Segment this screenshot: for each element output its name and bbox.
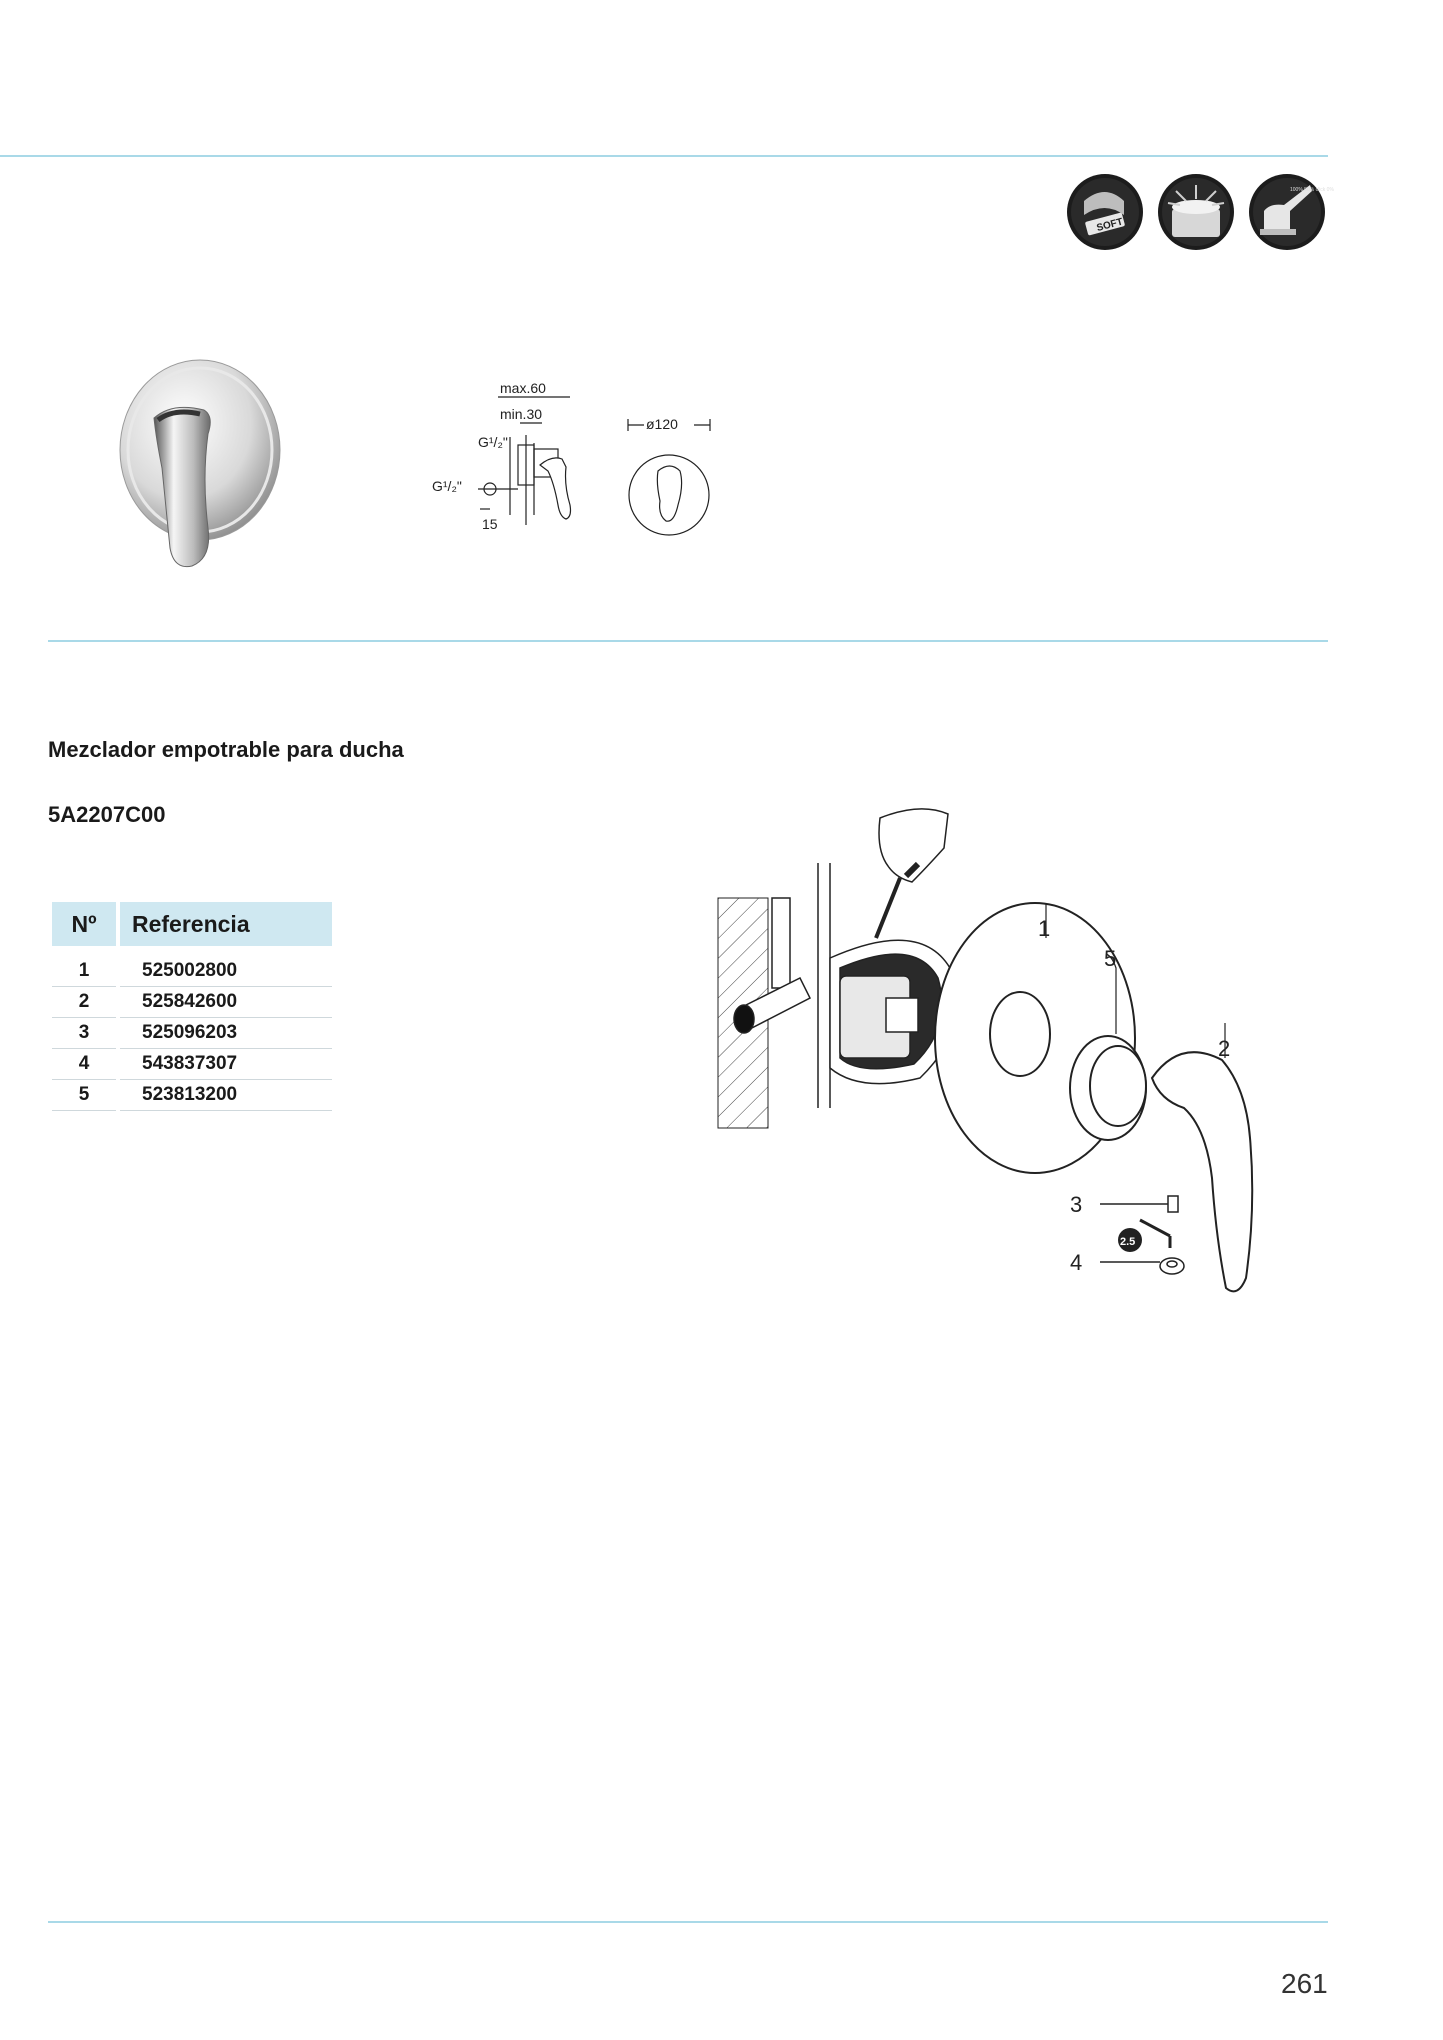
thread-side: G¹/₂" bbox=[432, 478, 462, 494]
front-view bbox=[628, 419, 710, 535]
hand-with-screwdriver bbox=[876, 809, 948, 938]
row-reference: 543837307 bbox=[120, 1049, 332, 1080]
part-2-handle bbox=[1152, 1052, 1252, 1291]
part-4-nut bbox=[1100, 1258, 1184, 1274]
callout-4: 4 bbox=[1070, 1250, 1083, 1275]
row-reference: 523813200 bbox=[120, 1080, 332, 1111]
product-title: Mezclador empotrable para ducha bbox=[48, 737, 404, 762]
diameter-label: ø120 bbox=[646, 416, 678, 432]
callout-1: 1 bbox=[1038, 916, 1051, 941]
product-code: 5A2207C00 bbox=[48, 802, 166, 827]
product-photo bbox=[112, 358, 298, 590]
bottom-rule bbox=[48, 1921, 1328, 1923]
eco-click-label: 100% 50% click 0% bbox=[1290, 187, 1334, 193]
row-number: 2 bbox=[52, 987, 116, 1018]
hex-key-label: 2.5 bbox=[1120, 1236, 1136, 1248]
table-row bbox=[52, 1018, 332, 1049]
table-row bbox=[52, 946, 332, 987]
header-reference: Referencia bbox=[120, 902, 332, 946]
parts-table bbox=[48, 902, 336, 1111]
parts-table-header bbox=[52, 902, 332, 946]
row-number: 5 bbox=[52, 1080, 116, 1111]
flow-limiter-icon bbox=[1158, 174, 1234, 250]
table-row bbox=[52, 1080, 332, 1111]
row-number: 1 bbox=[52, 946, 116, 987]
callout-2: 2 bbox=[1218, 1036, 1231, 1061]
callout-5: 5 bbox=[1104, 946, 1117, 971]
row-reference: 525002800 bbox=[120, 946, 332, 987]
mid-rule bbox=[48, 640, 1328, 642]
table-row bbox=[52, 1049, 332, 1080]
row-number: 3 bbox=[52, 1018, 116, 1049]
table-row bbox=[52, 987, 332, 1018]
thread-top: G¹/₂" bbox=[478, 434, 508, 450]
dim-min: min.30 bbox=[500, 406, 543, 422]
callout-3: 3 bbox=[1070, 1192, 1083, 1217]
row-reference: 525842600 bbox=[120, 987, 332, 1018]
dim-15: 15 bbox=[482, 516, 498, 532]
top-rule bbox=[0, 155, 1328, 157]
soft-label: SOFT bbox=[1095, 216, 1125, 235]
feature-icons bbox=[1064, 171, 1334, 253]
soft-icon bbox=[1067, 174, 1143, 250]
row-reference: 525096203 bbox=[120, 1018, 332, 1049]
header-number: Nº bbox=[52, 902, 116, 946]
page-number: 261 bbox=[1281, 1968, 1328, 1999]
eco-click-icon bbox=[1249, 174, 1334, 250]
exploded-view bbox=[690, 808, 1320, 1308]
hex-key-badge bbox=[1118, 1228, 1142, 1252]
row-number: 4 bbox=[52, 1049, 116, 1080]
part-5-sleeve bbox=[1070, 1036, 1146, 1140]
technical-drawing bbox=[430, 375, 720, 545]
dim-max: max.60 bbox=[500, 380, 546, 396]
